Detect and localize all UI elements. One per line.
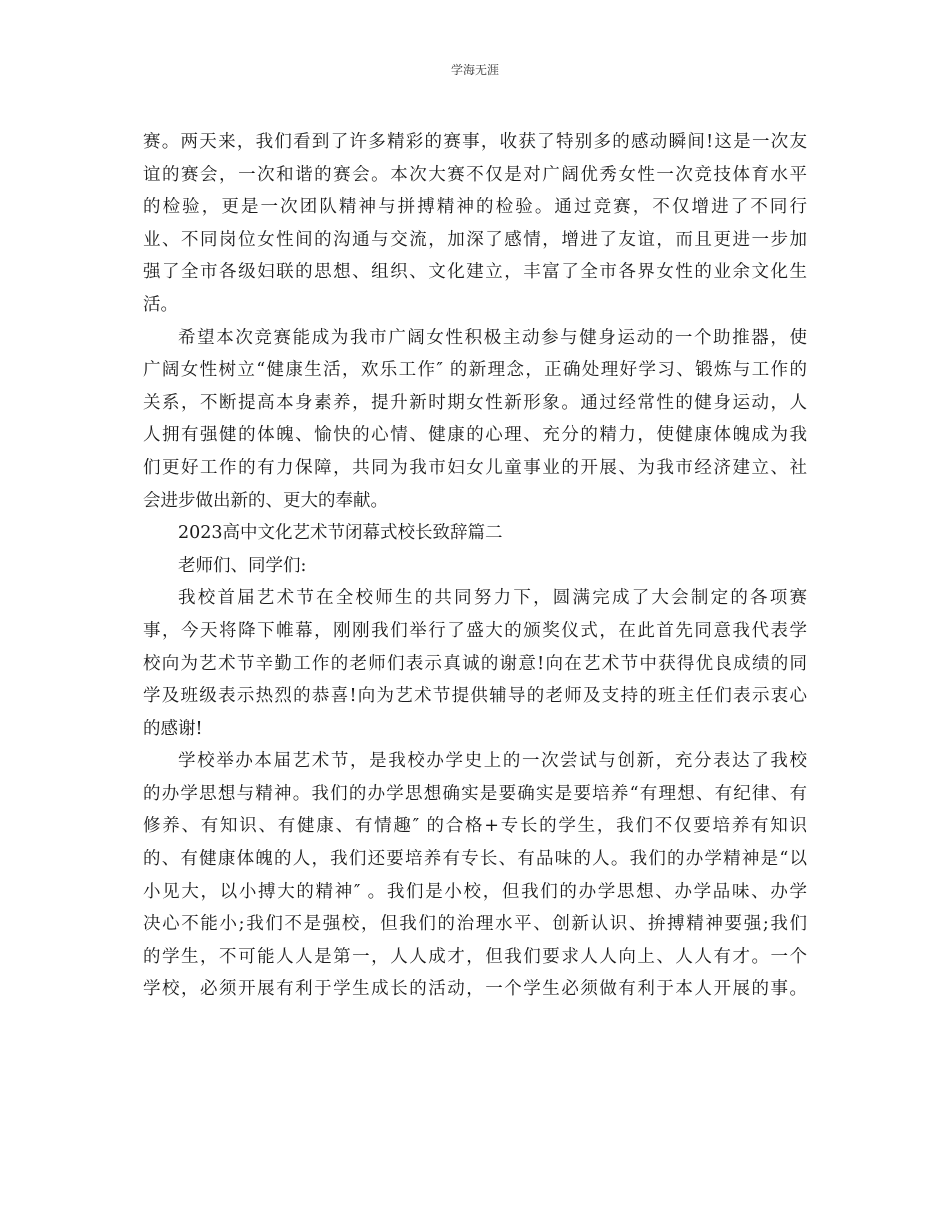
text-line: 的检验，更是一次团队精神与拼搏精神的检验。通过竞赛，不仅增进了不同行 (143, 197, 807, 218)
text-line: 学校举办本届艺术节，是我校办学史上的一次尝试与创新，充分表达了我校 (178, 751, 807, 772)
text-line: 活。 (143, 294, 178, 315)
text-line: 希望本次竞赛能成为我市广阔女性积极主动参与健身运动的一个助推器，使 (178, 327, 807, 348)
document-body (143, 126, 807, 1006)
text-line: 业、不同岗位女性间的沟通与交流，加深了感情，增进了友谊，而且更进一步加 (143, 229, 807, 250)
text-line: 的感谢! (143, 718, 203, 739)
text-line: 的、有健康体魄的人，我们还要培养有专长、有品味的人。我们的办学精神是“以 (143, 849, 807, 870)
text-line: 学及班级表示热烈的恭喜!向为艺术节提供辅导的老师及支持的班主任们表示衷心 (143, 686, 807, 707)
text-line: 广阔女性树立“健康生活，欢乐工作″ 的新理念，正确处理好学习、锻炼与工作的 (143, 360, 807, 381)
text-line: 赛。两天来，我们看到了许多精彩的赛事，收获了特别多的感动瞬间!这是一次友 (143, 132, 807, 152)
text-line: 们更好工作的有力保障，共同为我市妇女儿童事业的开展、为我市经济建立、社 (143, 457, 807, 478)
page-header: 学海无涯 (450, 63, 499, 77)
text-line: 强了全市各级妇联的思想、组织、文化建立，丰富了全市各界女性的业余文化生 (143, 262, 807, 283)
text-line: 人拥有强健的体魄、愉快的心情、健康的心理、充分的精力，使健康体魄成为我 (143, 425, 807, 446)
text-line: 小见大，以小搏大的精神″ 。我们是小校，但我们的办学思想、办学品味、办学 (143, 881, 807, 902)
text-line: 校向为艺术节辛勤工作的老师们表示真诚的谢意!向在艺术节中获得优良成绩的同 (143, 653, 807, 674)
text-line: 事，今天将降下帷幕，刚刚我们举行了盛大的颁奖仪式，在此首先同意我代表学 (143, 620, 807, 641)
text-line: 会进步做出新的、更大的奉献。 (143, 490, 388, 511)
text-line: 决心不能小;我们不是强校，但我们的治理水平、创新认识、拚搏精神要强;我们 (143, 914, 807, 935)
text-line: 学校，必须开展有利于学生成长的活动，一个学生必须做有利于本人开展的事。 (143, 979, 807, 1000)
text-line: 修养、有知识、有健康、有情趣″ 的合格+专长的学生，我们不仅要培养有知识 (143, 816, 807, 837)
text-line: 2023高中文化艺术节闭幕式校长致辞篇二 (178, 523, 503, 544)
text-line: 的学生，不可能人人是第一，人人成才，但我们要求人人向上、人人有才。一个 (143, 946, 807, 967)
text-line: 关系，不断提高本身素养，提升新时期女性新形象。通过经常性的健身运动，人 (143, 392, 807, 413)
text-line: 我校首届艺术节在全校师生的共同努力下，圆满完成了大会制定的各项赛 (178, 588, 807, 609)
text-line: 老师们、同学们: (178, 555, 307, 576)
text-line: 的办学思想与精神。我们的办学思想确实是要确实是要培养“有理想、有纪律、有 (143, 783, 807, 804)
text-line: 谊的赛会，一次和谐的赛会。本次大赛不仅是对广阔优秀女性一次竞技体育水平 (143, 164, 807, 185)
